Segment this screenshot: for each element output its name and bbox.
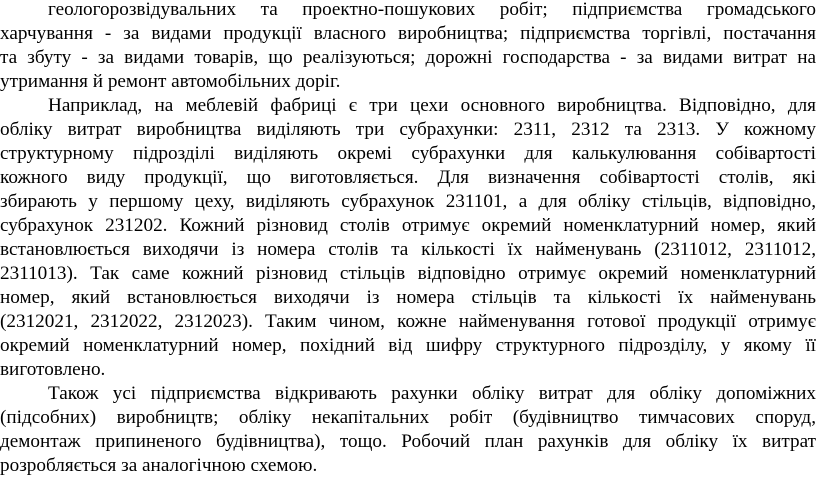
paragraph-2-line-4: кожного виду продукції, що виготовляється. Для визначення собівартості столів, які <box>0 167 816 188</box>
paragraph-2-line-9: номер, який встановлюється виходячи із номера стільців та кількості їх найменувань <box>0 287 816 308</box>
paragraph-2-line-1: Наприклад, на меблевій фабриці є три цехи основного виробництва. Відповідно, для <box>48 95 816 116</box>
paragraph-2-line-5: збирають у першому цеху, виділяють субрахунок 231101, а для обліку стільців, відповідно, <box>0 191 816 212</box>
paragraph-3-line-2: (підсобних) виробництв; обліку некапітальних робіт (будівництво тимчасових споруд, <box>0 407 816 428</box>
paragraph-2-line-11: окремий номенклатурний номер, похідний від шифру структурного підрозділу, у якому її <box>0 335 816 356</box>
paragraph-2-line-6: субрахунок 231202. Кожний різновид столів отримує окремий номенклатурний номер, який <box>0 215 816 236</box>
paragraph-2-line-12: виготовлено. <box>0 359 106 380</box>
paragraph-1-line-1: геологорозвідувальних та проектно-пошукових робіт; підприємства громадського <box>48 0 816 20</box>
paragraph-1-line-2: харчування - за видами продукції власного виробництва; підприємства торгівлі, постачання <box>0 23 816 44</box>
paragraph-2-line-7: встановлюється виходячи із номера столів та кількості їх найменувань (2311012, 2311012, <box>0 239 816 260</box>
paragraph-2-line-3: структурному підрозділі виділяють окремі субрахунки для калькулювання собівартості <box>0 143 816 164</box>
paragraph-2-line-8: 2311013). Так саме кожний різновид стільців відповідно отримує окремий номенклатурний <box>0 263 816 284</box>
paragraph-2-line-10: (2312021, 2312022, 2312023). Таким чином, кожне найменування готової продукції отримує <box>0 311 816 332</box>
paragraph-1-line-3: та збуту - за видами товарів, що реалізуються; дорожні господарства - за видами витрат на <box>0 47 816 68</box>
paragraph-3-line-4: розробляється за аналогічною схемою. <box>0 455 318 476</box>
paragraph-3-line-3: демонтаж припиненого будівництва), тощо. Робочий план рахунків для обліку їх витрат <box>0 431 816 452</box>
paragraph-3-line-1: Також усі підприємства відкривають рахунки обліку витрат для обліку допоміжних <box>48 383 816 404</box>
paragraph-1-line-4: утримання й ремонт автомобільних доріг. <box>0 71 341 92</box>
paragraph-2-line-2: обліку витрат виробництва виділяють три субрахунки: 2311, 2312 та 2313. У кожному <box>0 119 816 140</box>
